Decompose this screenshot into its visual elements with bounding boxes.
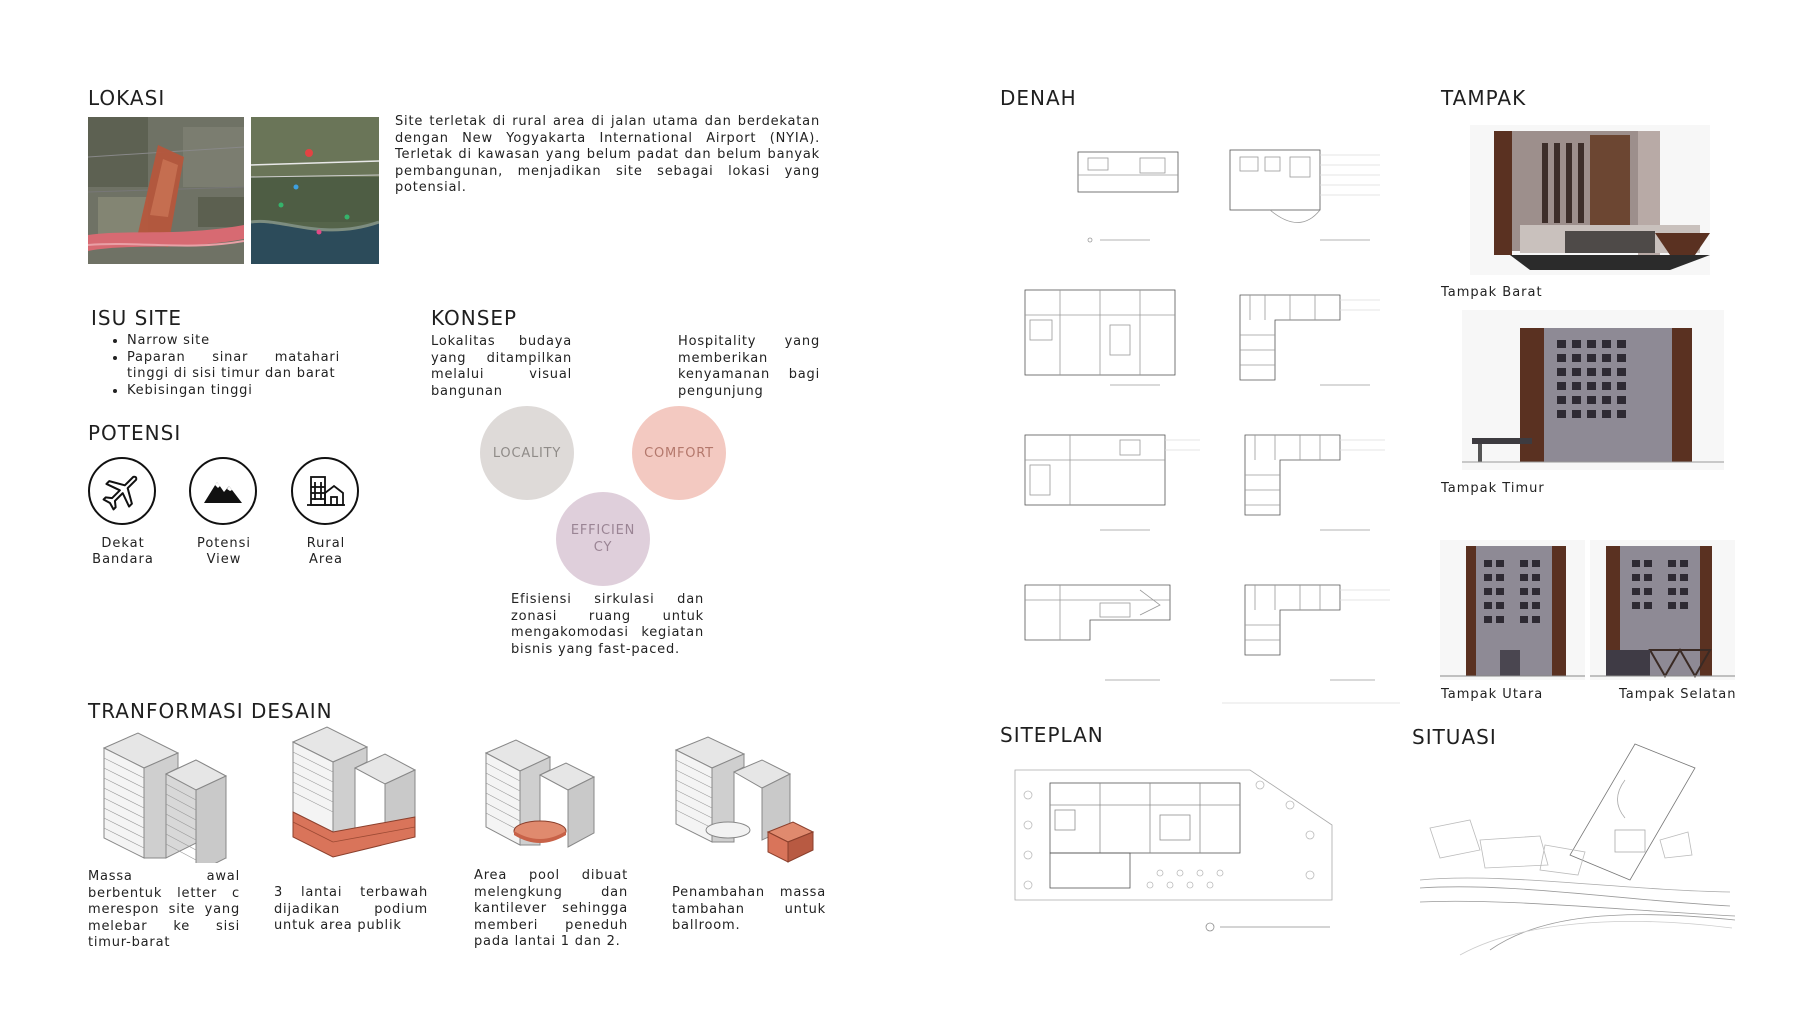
tampak-selatan-label: Tampak Selatan — [1619, 687, 1737, 702]
aerial-site-photo — [88, 117, 244, 264]
floor-plan-7 — [1025, 585, 1170, 680]
elevation-north-image — [1440, 540, 1585, 680]
transformasi-step-4-text: Penambahan massa tambahan untuk ballroom. — [672, 885, 826, 933]
transformasi-step-3-text: Area pool dibuat melengkung dan kantilever sehingga memberi peneduh pada lantai 1 dan 2. — [474, 868, 628, 949]
floor-plan-6 — [1245, 435, 1385, 530]
buildings-icon — [291, 457, 359, 525]
isu-site-title: ISU SITE — [91, 306, 183, 330]
transformasi-step-1-text: Massa awal berbentuk letter c merespon site yang melebar ke sisi timur-barat — [88, 869, 240, 950]
potensi-item-rural — [291, 457, 361, 525]
massing-step-4 — [668, 732, 818, 876]
efficiency-circle: EFFICIEN CY — [556, 492, 650, 586]
isu-item: • Kebisingan tinggi — [127, 383, 340, 400]
massing-step-1 — [96, 728, 236, 867]
lokasi-description: Site terletak di rural area di jalan utama dan berdekatan dengan New Yogyakarta International Airport (NYIA). Terletak di kawasan yang belum padat dan belum banyak pembangunan, menjadikan site sebagai lokasi yang potensial. — [395, 114, 820, 195]
isu-item: • Paparan sinar matahari tinggi di sisi timur dan barat — [127, 350, 340, 383]
satellite-map-photo — [251, 117, 379, 264]
floor-plans-grid — [1000, 115, 1400, 705]
elevation-east-image — [1462, 310, 1724, 470]
siteplan-title: SITEPLAN — [1000, 723, 1104, 747]
floor-plan-8 — [1222, 585, 1400, 703]
konsep-title: KONSEP — [431, 306, 518, 330]
comfort-circle: COMFORT — [632, 406, 726, 500]
siteplan-drawing — [1010, 765, 1340, 940]
konsep-comfort-text: Hospitality yang memberikan kenyamanan bagi pengunjung — [678, 334, 820, 399]
potensi-label-view: Potensi View — [196, 536, 252, 567]
floor-plan-3 — [1025, 290, 1175, 385]
isu-item: • Narrow site — [127, 333, 340, 350]
floor-plan-1 — [1078, 152, 1178, 242]
floor-plan-4 — [1240, 295, 1380, 385]
potensi-label-rural: Rural Area — [306, 536, 346, 567]
lokasi-title: LOKASI — [88, 86, 166, 110]
konsep-locality-text: Lokalitas budaya yang ditampilkan melalui visual bangunan — [431, 334, 572, 399]
potensi-title: POTENSI — [88, 421, 182, 445]
potensi-label-bandara: Dekat Bandara — [92, 536, 154, 567]
massing-step-3 — [478, 735, 603, 859]
elevation-south-image — [1590, 540, 1735, 680]
situasi-title: SITUASI — [1412, 725, 1497, 749]
transformasi-title: TRANFORMASI DESAIN — [88, 699, 333, 723]
elevation-west-image — [1470, 125, 1710, 275]
isu-site-list — [87, 333, 340, 399]
konsep-efficiency-text: Efisiensi sirkulasi dan zonasi ruang untuk mengakomodasi kegiatan bisnis yang fast-paced. — [511, 592, 704, 657]
denah-title: DENAH — [1000, 86, 1077, 110]
transformasi-step-2-text: 3 lantai terbawah dijadikan podium untuk area publik — [274, 885, 428, 933]
tampak-barat-label: Tampak Barat — [1441, 285, 1543, 300]
massing-step-2 — [285, 722, 425, 871]
tampak-timur-label: Tampak Timur — [1441, 481, 1545, 496]
floor-plan-2 — [1230, 150, 1380, 240]
tampak-utara-label: Tampak Utara — [1441, 687, 1544, 702]
airplane-icon — [88, 457, 156, 525]
situasi-map-drawing — [1420, 740, 1740, 960]
mountain-icon — [189, 457, 257, 525]
tampak-title: TAMPAK — [1441, 86, 1527, 110]
potensi-item-view — [189, 457, 259, 525]
locality-circle: LOCALITY — [480, 406, 574, 500]
potensi-item-bandara — [88, 457, 158, 525]
floor-plan-5 — [1025, 435, 1200, 530]
